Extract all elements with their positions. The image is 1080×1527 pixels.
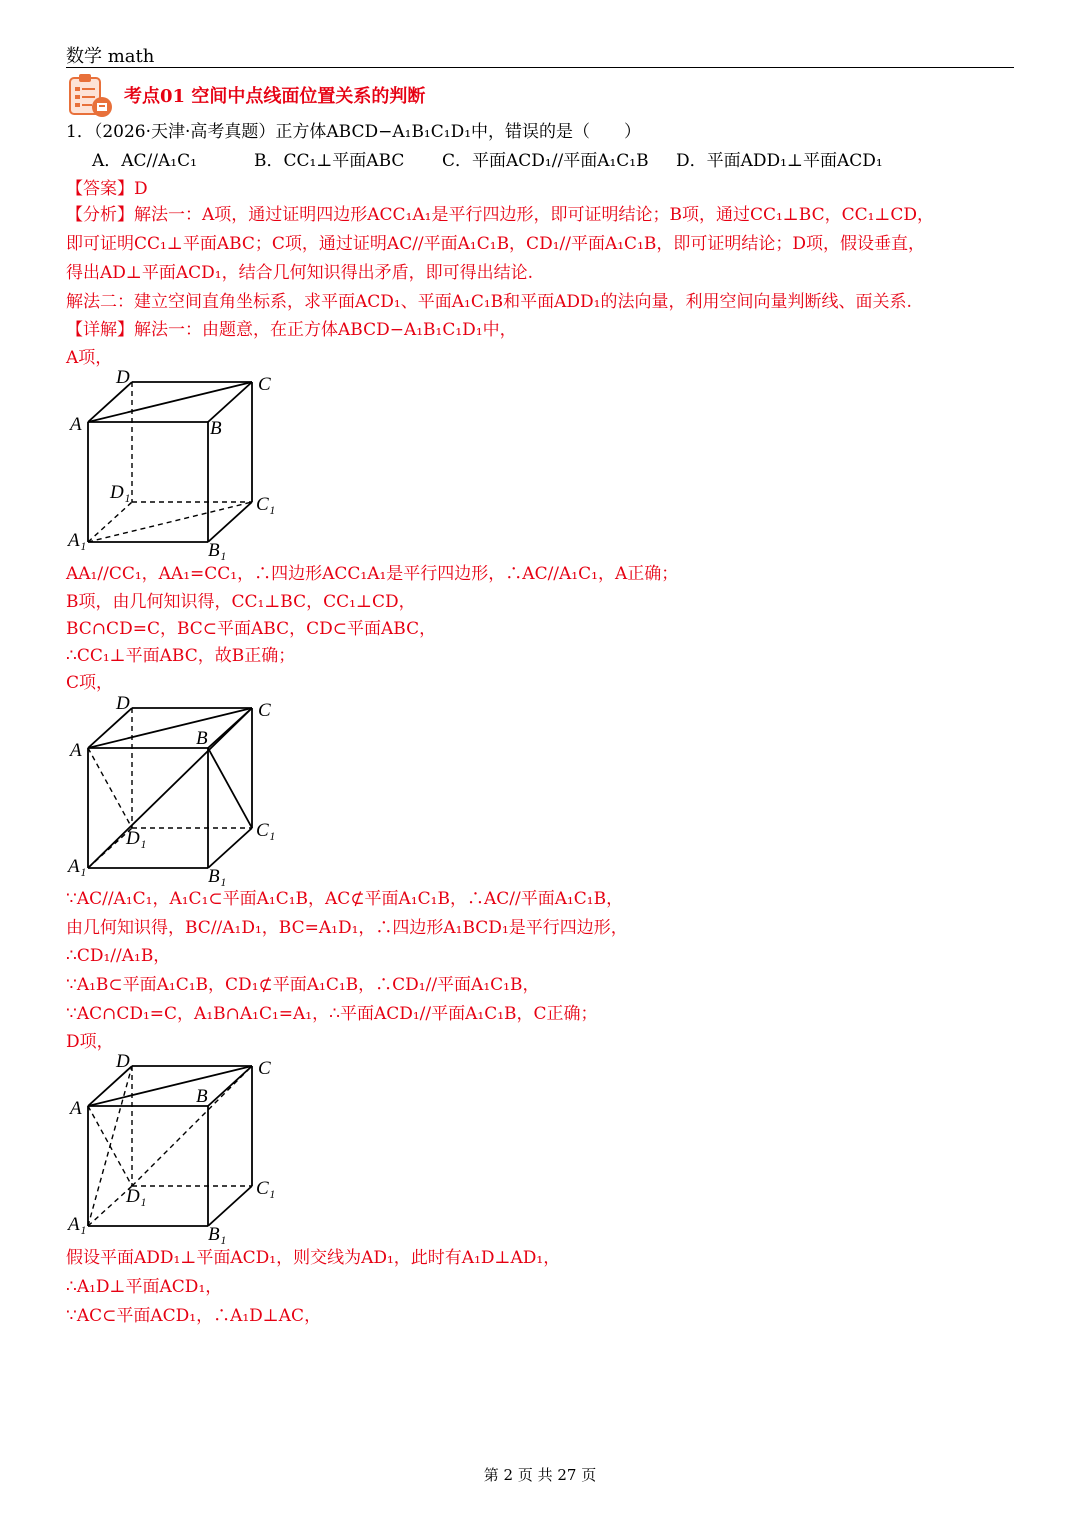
option-c: C．平面ACD₁//平面A₁C₁B xyxy=(442,151,649,171)
section-title: 考点01 空间中点线面位置关系的判断 xyxy=(124,86,426,107)
vertex-label-d1: D₁ xyxy=(126,1186,147,1207)
vertex-label-d: D xyxy=(116,1051,130,1072)
vertex-label-d1: D₁ xyxy=(110,482,131,503)
analysis-line: 即可证明CC₁⊥平面ABC；C项，通过证明AC//平面A₁C₁B，CD₁//平面A₁C₁B，即可证明结论；D项，假设垂直， xyxy=(66,234,926,254)
cube-figure-d xyxy=(64,1050,284,1244)
case-c-line: ∵AC∩CD₁=C，A₁B∩A₁C₁=A₁，∴平面ACD₁//平面A₁C₁B，C正确； xyxy=(66,1004,598,1024)
vertex-label-a1: A₁ xyxy=(68,1214,87,1235)
detail-intro: 【详解】解法一：由题意，在正方体ABCD−A₁B₁C₁D₁中， xyxy=(66,320,517,340)
case-c-line: ∴CD₁//A₁B， xyxy=(66,946,171,966)
question-stem: 1．（2026·天津·高考真题）正方体ABCD−A₁B₁C₁D₁中，错误的是（ ） xyxy=(66,122,642,142)
vertex-label-c: C xyxy=(258,1058,271,1079)
analysis-line: 【分析】解法一：A项，通过证明四边形ACC₁A₁是平行四边形，即可证明结论；B项，通过CC₁⊥BC，CC₁⊥CD， xyxy=(66,205,935,225)
page-header-title: 数学 math xyxy=(66,46,155,67)
case-c-line: 由几何知识得，BC//A₁D₁，BC=A₁D₁，∴四边形A₁BCD₁是平行四边形， xyxy=(66,918,628,938)
vertex-label-a: A xyxy=(70,414,82,435)
vertex-label-c: C xyxy=(258,700,271,721)
case-b-line: BC∩CD=C，BC⊂平面ABC，CD⊂平面ABC， xyxy=(66,619,437,639)
vertex-label-a: A xyxy=(70,1098,82,1119)
vertex-label-c: C xyxy=(258,374,271,395)
vertex-label-b: B xyxy=(196,1086,208,1107)
vertex-label-c1: C₁ xyxy=(256,820,276,841)
vertex-label-a1: A₁ xyxy=(68,530,87,551)
case-a-label: A项， xyxy=(66,348,113,368)
option-a: A．AC//A₁C₁ xyxy=(92,151,197,171)
vertex-label-d: D xyxy=(116,367,130,388)
header-divider xyxy=(66,67,1014,68)
page-footer: 第 2 页 共 27 页 xyxy=(483,1466,597,1484)
analysis-line: 得出AD⊥平面ACD₁，结合几何知识得出矛盾，即可得出结论. xyxy=(66,263,534,283)
analysis-line: 解法二：建立空间直角坐标系，求平面ACD₁、平面A₁C₁B和平面ADD₁的法向量，利用空间向量判断线、面关系. xyxy=(66,292,912,312)
vertex-label-b1: B₁ xyxy=(208,866,227,886)
answer-line: 【答案】D xyxy=(66,179,148,199)
case-d-line: 假设平面ADD₁⊥平面ACD₁，则交线为AD₁，此时有A₁D⊥AD₁， xyxy=(66,1248,561,1268)
vertex-label-b: B xyxy=(196,728,208,749)
vertex-label-b1: B₁ xyxy=(208,540,227,560)
vertex-label-c1: C₁ xyxy=(256,1178,276,1199)
case-d-label: D项， xyxy=(66,1032,114,1052)
vertex-label-b: B xyxy=(210,418,222,439)
cube-figure-c xyxy=(64,692,284,886)
case-b-line: ∴CC₁⊥平面ABC，故B正确； xyxy=(66,646,296,666)
vertex-label-c1: C₁ xyxy=(256,494,276,515)
cube-figure-a xyxy=(64,366,284,560)
case-d-line: ∴A₁D⊥平面ACD₁， xyxy=(66,1277,223,1297)
vertex-label-d1: D₁ xyxy=(126,828,147,849)
case-c-label: C项， xyxy=(66,673,114,693)
case-c-line: ∵AC//A₁C₁，A₁C₁⊂平面A₁C₁B，AC⊄平面A₁C₁B，∴AC//平面A₁C₁B， xyxy=(66,889,624,909)
case-c-line: ∵A₁B⊂平面A₁C₁B，CD₁⊄平面A₁C₁B，∴CD₁//平面A₁C₁B， xyxy=(66,975,540,995)
option-d: D．平面ADD₁⊥平面ACD₁ xyxy=(676,151,883,171)
clipboard-checklist-icon xyxy=(66,72,114,118)
vertex-label-a: A xyxy=(70,740,82,761)
case-d-line: ∵AC⊂平面ACD₁，∴A₁D⊥AC， xyxy=(66,1306,322,1326)
vertex-label-d: D xyxy=(116,693,130,714)
vertex-label-b1: B₁ xyxy=(208,1224,227,1244)
option-b: B．CC₁⊥平面ABC xyxy=(254,151,405,171)
vertex-label-a1: A₁ xyxy=(68,856,87,877)
case-a-line: AA₁//CC₁，AA₁=CC₁，∴四边形ACC₁A₁是平行四边形，∴AC//A₁C₁，A正确； xyxy=(66,564,679,584)
case-b-line: B项，由几何知识得，CC₁⊥BC，CC₁⊥CD， xyxy=(66,592,416,612)
